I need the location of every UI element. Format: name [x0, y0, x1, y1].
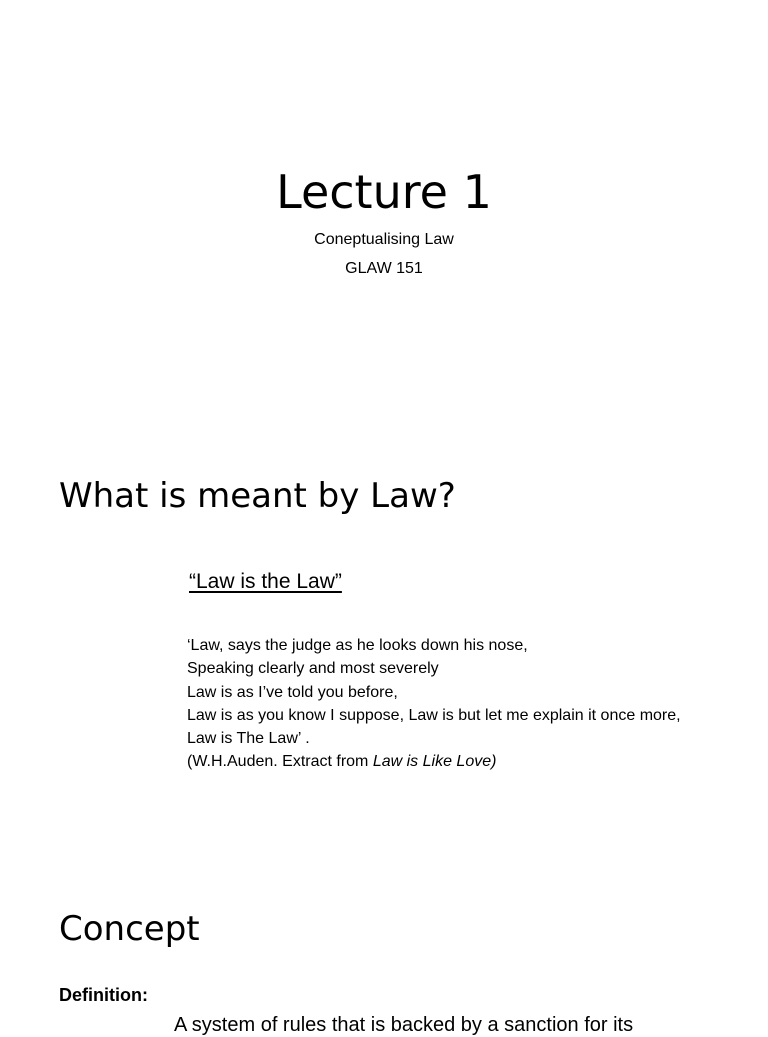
poem-line: ‘Law, says the judge as he looks down his nose,: [187, 637, 528, 654]
course-code: GLAW 151: [345, 260, 423, 277]
poem-source: [187, 750, 681, 773]
lecture-subtitle: Coneptualising Law: [314, 231, 454, 248]
source-prefix: (W.H.Auden. Extract from: [187, 753, 373, 771]
quote-title: “Law is the Law”: [189, 570, 342, 593]
poem-line: Speaking clearly and most severely: [187, 660, 439, 678]
poem-line: Law is The Law’ .: [187, 730, 310, 748]
definition-label: Definition:: [59, 985, 148, 1005]
section-heading-concept: Concept: [59, 909, 200, 949]
source-title: Law is Like Love): [372, 753, 497, 771]
definition-text: A system of rules that is backed by a sanction for its: [174, 1014, 634, 1036]
section-heading-law: What is meant by Law?: [59, 476, 456, 516]
poem-extract: [187, 634, 681, 774]
poem-line: Law is as you know I suppose, Law is but let me explain it once more,: [187, 706, 681, 724]
poem-line: Law is as I’ve told you before,: [187, 683, 398, 701]
lecture-title: Lecture 1: [276, 165, 492, 219]
